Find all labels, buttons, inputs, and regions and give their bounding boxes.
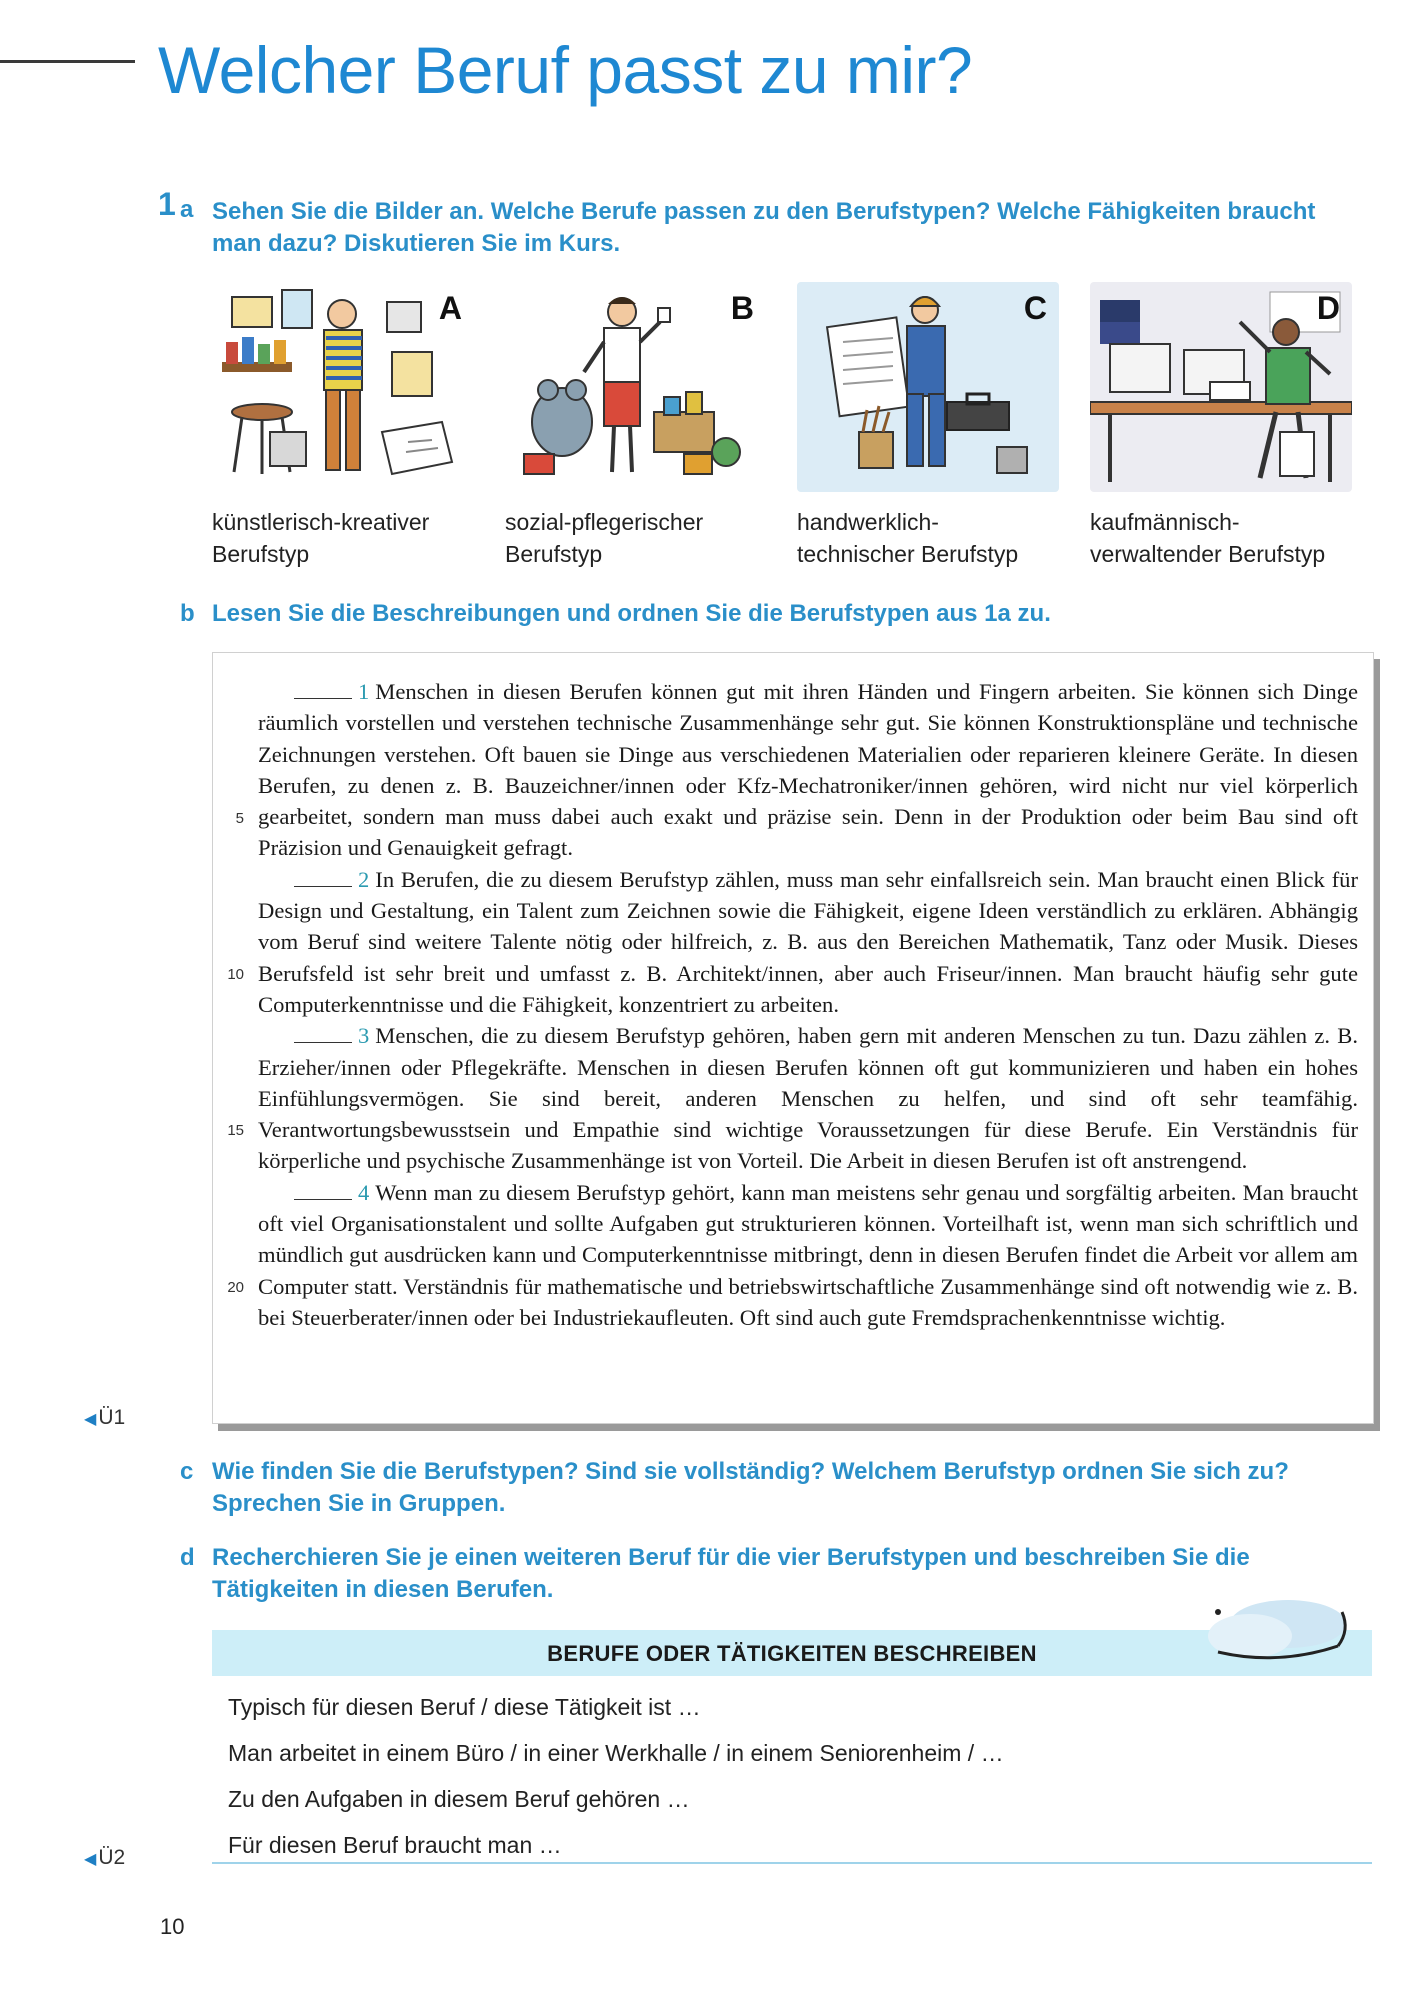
picture-a-artist bbox=[212, 282, 474, 492]
picture-label: C bbox=[1023, 290, 1047, 326]
line-number: 15 bbox=[227, 1122, 244, 1139]
technician-illustration bbox=[797, 282, 1059, 492]
answer-blank[interactable] bbox=[294, 680, 352, 699]
exercise-ref-label: Ü1 bbox=[98, 1406, 126, 1429]
picture-label: B bbox=[730, 290, 754, 326]
caption-line: sozial-pflegerischer bbox=[505, 509, 704, 535]
exercise-ref-2[interactable] bbox=[84, 1846, 125, 1870]
paragraph-text: In Berufen, die zu diesem Berufstyp zählen, muss man sehr einfallsreich sein. Man braucht einen Blick für Design und Gestaltung, ein Talent zum Zeichnen sowie die Fähigkeit, eigene Ideen verständlich zu erklären. Abhängig vom Beruf sind weitere Talente nötig oder hilfreich, z. B. aus den Bereichen Mathematik, Tanz oder Musik. Dieses Berufsfeld ist sehr breit und umfasst z. B. Architekt/innen, aber auch Friseur/innen. Man braucht häufig sehr gute Computerkenntnisse und die Fähigkeit, konzentriert zu arbeiten. bbox=[258, 866, 1358, 1017]
paragraph-number: 3 bbox=[358, 1023, 370, 1049]
caption-line: Berufstyp bbox=[212, 541, 310, 567]
task-1d-instruction: Recherchieren Sie je einen weiteren Beruf für die vier Berufstypen und beschreiben Sie die Tätigkeiten in diesen Berufen. bbox=[212, 1544, 1250, 1603]
phrase-box-title: BERUFE ODER TÄTIGKEITEN BESCHREIBEN bbox=[547, 1641, 1037, 1666]
triangle-left-icon: ◀ bbox=[84, 1851, 97, 1868]
answer-blank[interactable] bbox=[294, 868, 352, 887]
phrase-item: Typisch für diesen Beruf / diese Tätigkeit ist … bbox=[228, 1694, 701, 1720]
answer-blank[interactable] bbox=[294, 1024, 352, 1043]
artist-illustration bbox=[212, 282, 474, 492]
speech-bubble-icon bbox=[1188, 1590, 1358, 1670]
picture-d-office-worker bbox=[1090, 282, 1352, 492]
caption-line: technischer Berufstyp bbox=[797, 541, 1019, 567]
picture-label: D bbox=[1316, 290, 1340, 326]
line-number: 5 bbox=[235, 810, 244, 827]
text-paragraph-4 bbox=[258, 1177, 1358, 1333]
paragraph-number: 1 bbox=[358, 679, 370, 704]
phrase-box-bottom-rule bbox=[212, 1862, 1372, 1864]
text-paragraph-3 bbox=[258, 1020, 1358, 1176]
reading-text bbox=[258, 676, 1358, 1333]
task-letter-b: b bbox=[180, 600, 195, 627]
phrase-item: Man arbeitet in einem Büro / in einer Werkhalle / in einem Seniorenheim / … bbox=[228, 1740, 1004, 1766]
text-paragraph-1 bbox=[258, 676, 1358, 864]
exercise-ref-label: Ü2 bbox=[98, 1846, 126, 1869]
caption-line: kaufmännisch- bbox=[1090, 509, 1240, 535]
exercise-ref-1[interactable] bbox=[84, 1406, 125, 1430]
caption-line: Berufstyp bbox=[505, 541, 603, 567]
triangle-left-icon: ◀ bbox=[84, 1411, 97, 1428]
line-number: 20 bbox=[227, 1279, 244, 1296]
task-letter-c: c bbox=[180, 1458, 194, 1485]
task-1c-instruction: Wie finden Sie die Berufstypen? Sind sie vollständig? Welchem Berufstyp ordnen Sie sich zu? Sprechen Sie in Gruppen. bbox=[212, 1458, 1289, 1517]
caregiver-illustration bbox=[504, 282, 766, 492]
office-worker-illustration bbox=[1090, 282, 1352, 492]
paragraph-number: 4 bbox=[358, 1179, 370, 1205]
caption-line: künstlerisch-kreativer bbox=[212, 509, 430, 535]
task-1a-instruction: Sehen Sie die Bilder an. Welche Berufe passen zu den Berufstypen? Welche Fähigkeiten braucht man dazu? Diskutieren Sie im Kurs. bbox=[212, 198, 1316, 257]
picture-b-caregiver bbox=[504, 282, 766, 492]
caption-d bbox=[1090, 506, 1360, 570]
text-paragraph-2 bbox=[258, 864, 1358, 1020]
phrase-item: Für diesen Beruf braucht man … bbox=[228, 1832, 562, 1858]
task-letter-d: d bbox=[180, 1544, 195, 1571]
caption-line: verwaltender Berufstyp bbox=[1090, 541, 1326, 567]
page-title: Welcher Beruf passt zu mir? bbox=[158, 33, 973, 107]
picture-c-technician bbox=[797, 282, 1059, 492]
paragraph-text: Menschen in diesen Berufen können gut mit ihren Händen und Fingern arbeiten. Sie können sich Dinge räumlich vorstellen und verstehen technische Zusammenhänge sehr gut. Sie können Konstruktionspläne und technische Zeichnungen verstehen. Oft bauen sie Dinge aus verschiedenen Materialien oder reparieren kleinere Geräte. In diesen Berufen, zu denen z. B. Bauzeichner/innen oder Kfz-Mechatroniker/innen gehören, wird nicht nur viel körperlich gearbeitet, sondern man muss dabei auch exakt und präzise sein. Denn in der Produktion oder beim Bau sind oft Präzision und Genauigkeit gefragt. bbox=[258, 679, 1358, 861]
task-number: 1 bbox=[158, 186, 176, 222]
page-number: 10 bbox=[160, 1914, 185, 1939]
paragraph-text: Wenn man zu diesem Berufstyp gehört, kann man meistens sehr genau und sorgfältig arbeiten. Man braucht oft viel Organisationstalent und sollte Aufgaben gut strukturieren können. Vorteilhaft ist, wenn man sich schriftlich und mündlich gut ausdrücken kann und Computerkenntnisse mitbringt, denn in diesen Berufen findet die Arbeit vor allem am Computer statt. Verständnis für mathematische und betriebswirtschaftliche Zusammenhänge sind oft notwendig wie z. B. bei Steuerberater/innen oder bei Industriekaufleuten. Oft sind auch gute Fremdsprachenkenntnisse wichtig. bbox=[258, 1179, 1358, 1330]
caption-line: handwerklich- bbox=[797, 509, 939, 535]
paragraph-text: Menschen, die zu diesem Berufstyp gehören, haben gern mit anderen Menschen zu tun. Dazu zählen z. B. Erzieher/innen oder Pflegekräfte. Menschen in diesen Berufen können oft gut kommunizieren und haben ein hohes Einfühlungsvermögen. Sie sind bereit, anderen Menschen zu helfen, und sind oft sehr teamfähig. Verantwortungsbewusstsein und Empathie sind wichtige Voraussetzungen für diese Berufe. Ein Verständnis für körperliche und psychische Zusammenhänge ist von Vorteil. Die Arbeit in diesen Berufen ist oft anstrengend. bbox=[258, 1023, 1358, 1174]
task-letter-a: a bbox=[180, 196, 194, 223]
task-1b-instruction: Lesen Sie die Beschreibungen und ordnen Sie die Berufstypen aus 1a zu. bbox=[212, 600, 1051, 627]
picture-label: A bbox=[438, 290, 462, 326]
paragraph-number: 2 bbox=[358, 866, 370, 892]
line-number: 10 bbox=[227, 966, 244, 983]
answer-blank[interactable] bbox=[294, 1181, 352, 1200]
caption-a bbox=[212, 506, 482, 570]
phrase-item: Zu den Aufgaben in diesem Beruf gehören … bbox=[228, 1786, 690, 1812]
header-rule bbox=[0, 60, 135, 63]
caption-c bbox=[797, 506, 1067, 570]
caption-b bbox=[505, 506, 775, 570]
